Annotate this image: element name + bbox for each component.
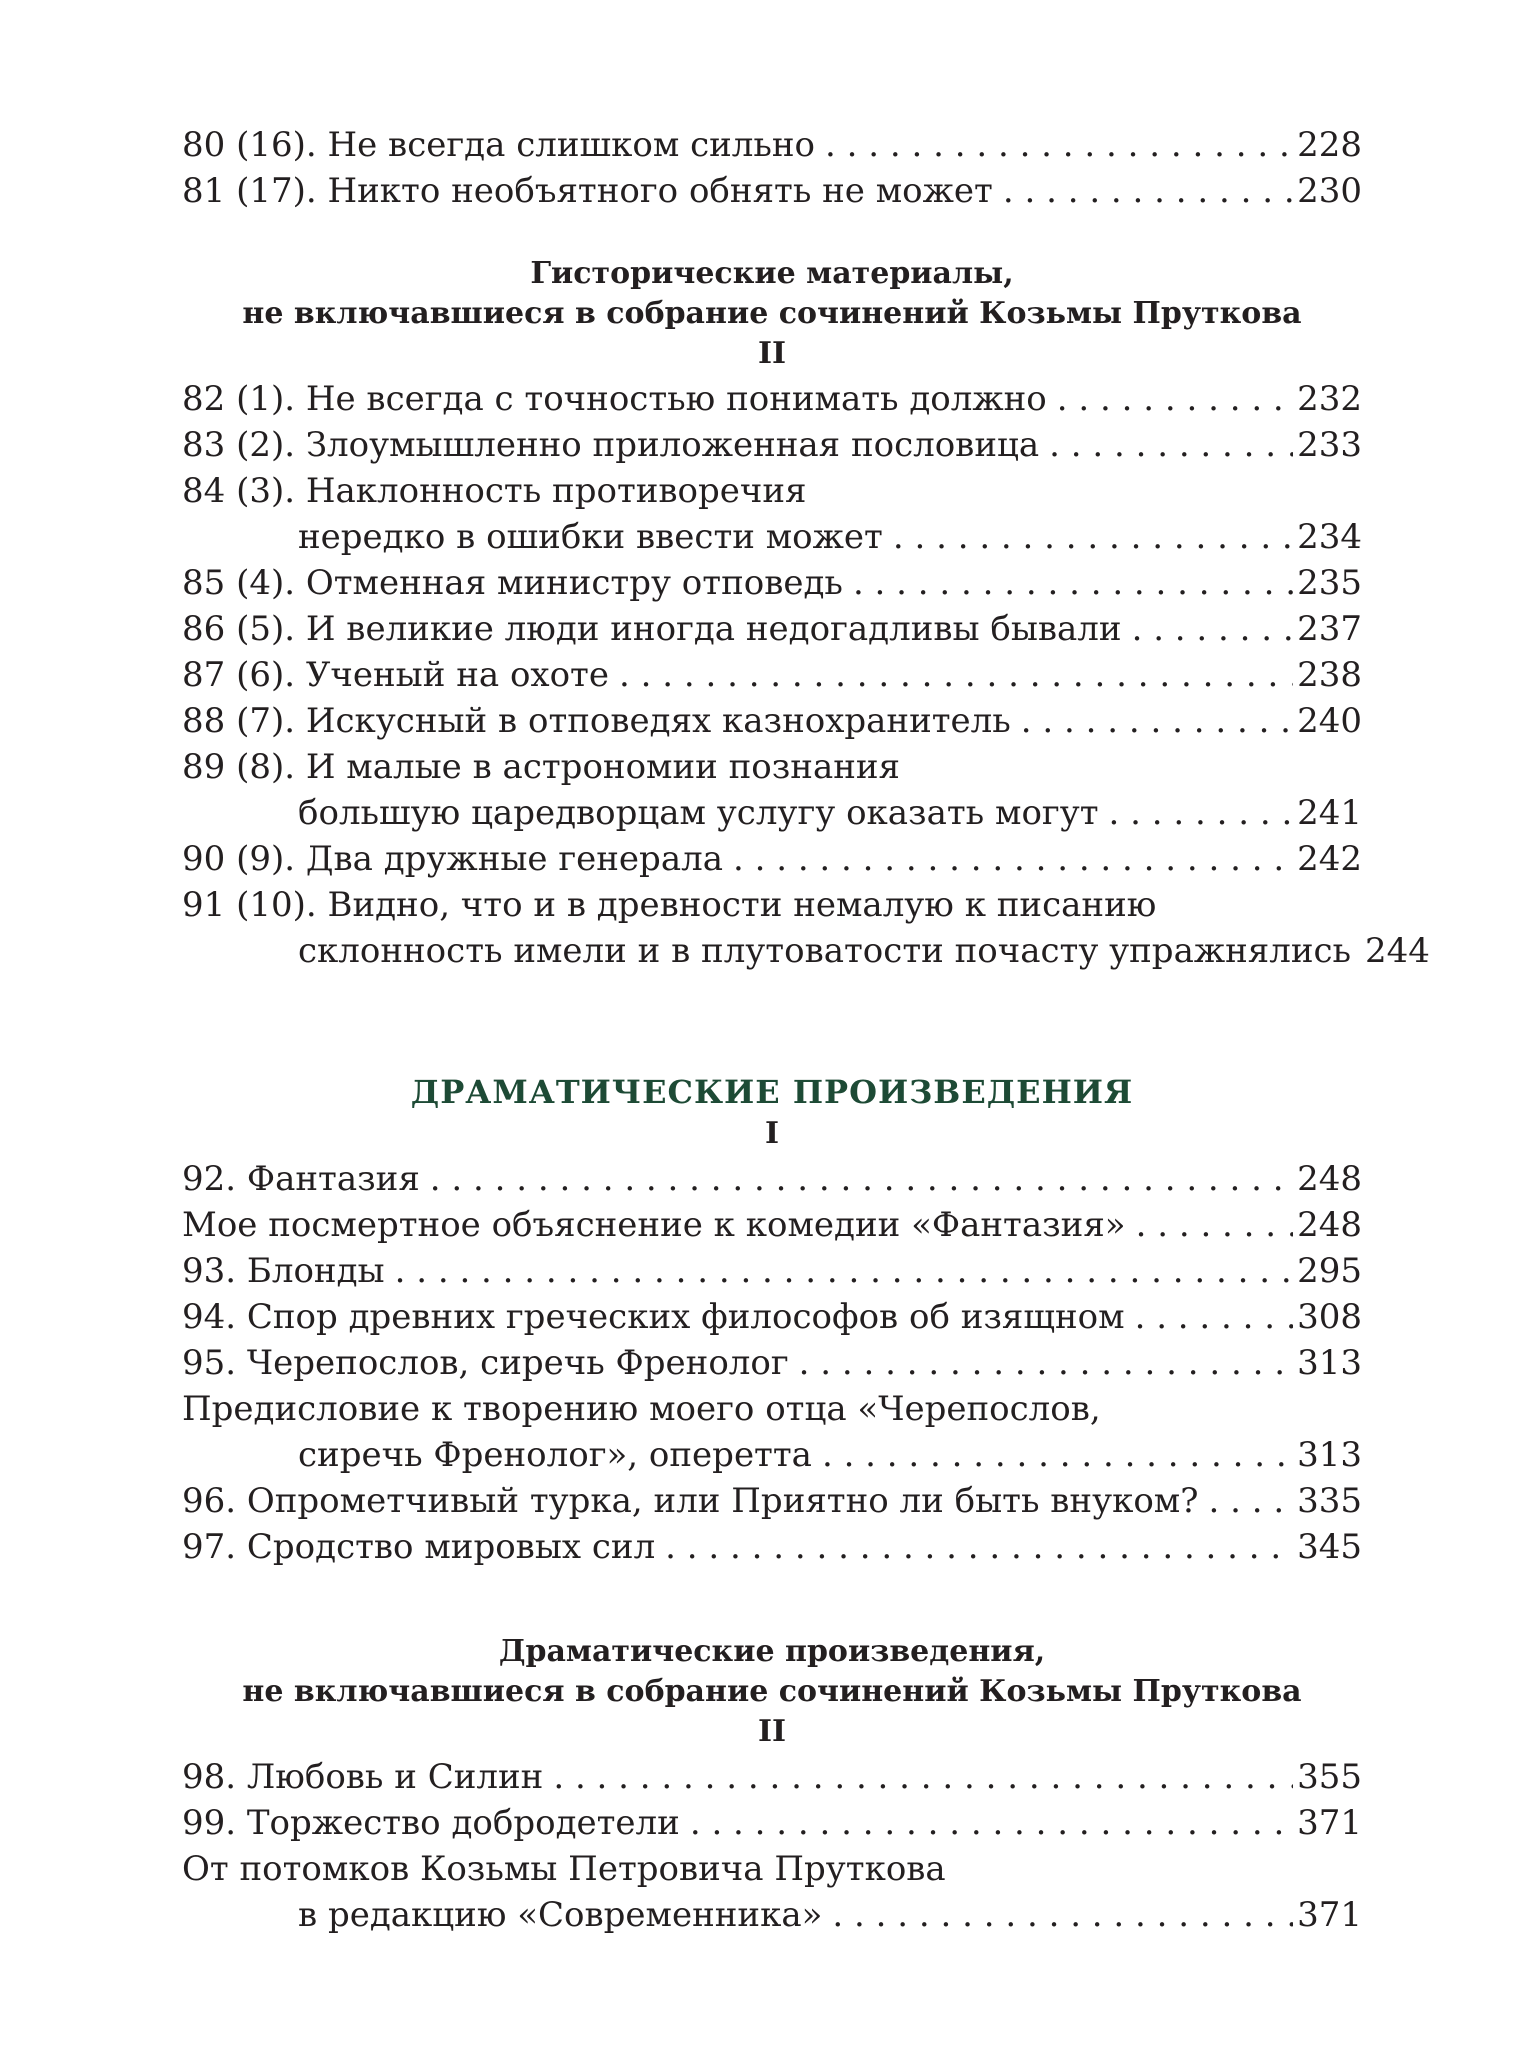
toc-entry-page: 241 <box>1297 793 1362 833</box>
toc-entry[interactable] <box>182 1524 1362 1570</box>
toc-entry-page: 313 <box>1297 1435 1362 1475</box>
toc-entry-title: 93. Блонды <box>182 1251 385 1291</box>
dot-leader <box>1109 790 1294 836</box>
section-historical <box>182 254 1430 974</box>
section-heading: Драматические произведения, <box>498 1634 1046 1669</box>
dot-leader <box>1132 606 1294 652</box>
dot-leader <box>1021 698 1293 744</box>
toc-entry[interactable] <box>182 1340 1362 1386</box>
toc-entry-title[interactable]: 89 (8). И малые в астрономии познания <box>182 747 901 787</box>
section-heading-subtitle: не включавшиеся в собрание сочинений Козьмы Пруткова <box>242 296 1302 331</box>
section-part-number: I <box>764 1116 780 1151</box>
toc-entry-page: 244 <box>1365 931 1430 971</box>
toc-page <box>182 122 1430 1938</box>
toc-entry-title-continued: большую царедворцам услугу оказать могут <box>298 793 1099 833</box>
toc-entry-continuation[interactable] <box>182 790 1362 836</box>
dot-leader <box>1049 422 1293 468</box>
toc-entry[interactable] <box>182 652 1362 698</box>
dot-leader <box>832 1892 1293 1938</box>
toc-entry-page: 234 <box>1297 517 1362 557</box>
toc-entry[interactable] <box>182 836 1362 882</box>
dot-leader <box>430 1156 1293 1202</box>
toc-entry-title-continued: склонность имели и в плутоватости почасту упражнялись <box>298 931 1352 971</box>
section-dramatic-extra <box>182 1632 1362 1938</box>
toc-entry-page: 237 <box>1297 609 1362 649</box>
toc-entry-page: 335 <box>1297 1481 1362 1521</box>
dot-leader <box>1057 376 1293 422</box>
toc-entry-title: 80 (16). Не всегда слишком сильно <box>182 125 816 165</box>
toc-entry[interactable] <box>182 1156 1362 1202</box>
toc-entry-page: 355 <box>1297 1757 1362 1797</box>
toc-entry-page: 242 <box>1297 839 1362 879</box>
toc-entry-page: 233 <box>1297 425 1362 465</box>
toc-entry-title: 81 (17). Никто необъятного обнять не может <box>182 171 993 211</box>
toc-entry-page: 228 <box>1297 125 1362 165</box>
toc-entry[interactable] <box>182 122 1362 168</box>
dot-leader <box>822 1432 1293 1478</box>
toc-entry-title: 95. Черепослов, сиречь Френолог <box>182 1343 789 1383</box>
toc-entry-title: 86 (5). И великие люди иногда недогадливы бывали <box>182 609 1122 649</box>
section-part-number: II <box>757 1714 787 1749</box>
toc-entry-page: 313 <box>1297 1343 1362 1383</box>
toc-entry-title: Мое посмертное объяснение к комедии «Фантазия» <box>182 1205 1126 1245</box>
major-section-heading: ДРАМАТИЧЕСКИЕ ПРОИЗВЕДЕНИЯ <box>410 1073 1134 1111</box>
toc-entry[interactable] <box>182 168 1362 214</box>
toc-entry-page: 232 <box>1297 379 1362 419</box>
toc-entry-title: 94. Спор древних греческих философов об изящном <box>182 1297 1125 1337</box>
toc-entry-page: 240 <box>1297 701 1362 741</box>
toc-entry[interactable] <box>182 606 1362 652</box>
toc-entry-page: 308 <box>1297 1297 1362 1337</box>
toc-entry-title: 98. Любовь и Силин <box>182 1757 544 1797</box>
toc-entry[interactable] <box>182 1754 1362 1800</box>
toc-entry-page: 238 <box>1297 655 1362 695</box>
dot-leader <box>825 122 1293 168</box>
toc-list-top <box>182 122 1362 214</box>
dot-leader <box>395 1248 1294 1294</box>
toc-entry[interactable] <box>182 1294 1362 1340</box>
dot-leader <box>893 514 1293 560</box>
toc-entry-title[interactable]: 91 (10). Видно, что и в древности немалую к писанию <box>182 885 1157 925</box>
toc-entry-page: 295 <box>1297 1251 1362 1291</box>
toc-entry-title: 82 (1). Не всегда с точностью понимать должно <box>182 379 1047 419</box>
toc-entry-title: 88 (7). Искусный в отповедях казнохранитель <box>182 701 1011 741</box>
toc-entry-page: 248 <box>1297 1159 1362 1199</box>
toc-entry-page: 345 <box>1297 1527 1362 1567</box>
dot-leader <box>1136 1202 1294 1248</box>
dot-leader <box>853 560 1293 606</box>
toc-entry[interactable] <box>182 1202 1362 1248</box>
toc-entry[interactable] <box>182 376 1362 422</box>
toc-entry-page: 248 <box>1297 1205 1362 1245</box>
dot-leader <box>665 1524 1293 1570</box>
section-dramatic <box>182 1070 1362 1570</box>
dot-leader <box>733 836 1293 882</box>
toc-entry-title[interactable]: 84 (3). Наклонность противоречия <box>182 471 807 511</box>
toc-entry-continuation[interactable] <box>182 514 1362 560</box>
toc-entry[interactable] <box>182 422 1362 468</box>
dot-leader <box>799 1340 1293 1386</box>
toc-entry-page: 230 <box>1297 171 1362 211</box>
toc-entry-title-continued: сиречь Френолог», оперетта <box>298 1435 812 1475</box>
toc-entry-continuation[interactable] <box>182 928 1430 974</box>
toc-entry-title[interactable]: Предисловие к творению моего отца «Черепослов, <box>182 1389 1101 1429</box>
toc-entry[interactable] <box>182 1248 1362 1294</box>
toc-entry-title: 90 (9). Два дружные генерала <box>182 839 723 879</box>
dot-leader <box>690 1800 1293 1846</box>
toc-entry-page: 371 <box>1297 1895 1362 1935</box>
toc-entry-title[interactable]: От потомков Козьмы Петровича Пруткова <box>182 1849 946 1889</box>
toc-entry-title-continued: в редакцию «Современника» <box>298 1895 823 1935</box>
toc-entry-title-continued: нередко в ошибки ввести может <box>298 517 883 557</box>
toc-entry[interactable] <box>182 1478 1362 1524</box>
dot-leader <box>1003 168 1293 214</box>
toc-entry-title: 85 (4). Отменная министру отповедь <box>182 563 843 603</box>
toc-entry-continuation[interactable] <box>182 1892 1362 1938</box>
toc-entry-title: 92. Фантазия <box>182 1159 420 1199</box>
toc-entry-title: 99. Торжество добродетели <box>182 1803 680 1843</box>
toc-entry[interactable] <box>182 1800 1362 1846</box>
toc-entry-title: 83 (2). Злоумышленно приложенная пословица <box>182 425 1040 465</box>
toc-entry[interactable] <box>182 560 1362 606</box>
toc-entry-continuation[interactable] <box>182 1432 1362 1478</box>
section-heading-subtitle: не включавшиеся в собрание сочинений Козьмы Пруткова <box>242 1674 1302 1709</box>
toc-entry-title: 87 (6). Ученый на охоте <box>182 655 609 695</box>
dot-leader <box>553 1754 1293 1800</box>
dot-leader <box>1208 1478 1293 1524</box>
toc-entry[interactable] <box>182 698 1362 744</box>
toc-entry-page: 235 <box>1297 563 1362 603</box>
toc-entry-page: 371 <box>1297 1803 1362 1843</box>
toc-entry-title: 96. Опрометчивый турка, или Приятно ли быть внуком? <box>182 1481 1199 1521</box>
dot-leader <box>1135 1294 1294 1340</box>
dot-leader <box>619 652 1293 698</box>
toc-entry-title: 97. Сродство мировых сил <box>182 1527 656 1567</box>
section-heading: Гисторические материалы, <box>530 256 1014 291</box>
section-part-number: II <box>757 336 787 371</box>
